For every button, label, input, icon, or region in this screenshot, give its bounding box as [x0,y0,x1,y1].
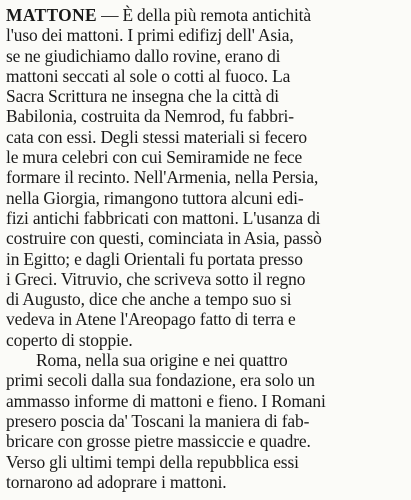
text-line: l'uso dei mattoni. I primi edifizj dell' Asia, [6,25,294,46]
entry-intro: — È della più remota antichità [97,5,312,25]
text-line: i Greci. Vitruvio, che scriveva sotto il regno [6,268,306,289]
text-line: Verso gli ultimi tempi della repubblica essi [6,451,299,472]
entry-headword: MATTONE [6,5,98,25]
text-line: mattoni seccati al sole o cotti al fuoco. La [6,65,291,86]
text-line: le mura celebri con cui Semiramide ne fece [6,147,303,168]
text-line: primi secoli dalla sua fondazione, era solo un [6,370,315,391]
text-line: bricare con grosse pietre massiccie e quadre. [6,431,311,452]
text-line: vedeva in Atene l'Areopago fatto di terra e [6,309,296,330]
text-line: nella Giorgia, rimangono tuttora alcuni edi- [6,187,304,208]
text-line: Roma, nella sua origine e nei quattro [36,350,288,371]
text-line: in Egitto; e dagli Orientali fu portata presso [6,248,303,269]
text-line: tornarono ad adoprare i mattoni. [6,471,227,492]
dictionary-entry [6,5,406,492]
text-line: Babilonia, costruita da Nemrod, fu fabbri- [6,106,294,127]
text-line: costruire con questi, cominciata in Asia, passò [6,228,322,249]
text-line [6,5,406,25]
text-line: Sacra Scrittura ne insegna che la città di [6,86,280,107]
text-line: coperto di stoppie. [6,329,133,350]
text-line: fizi antichi fabbricati con mattoni. L'usanza di [6,207,321,228]
text-line: ammasso informe di mattoni e fieno. I Romani [6,390,326,411]
text-line: cata con essi. Degli stessi materiali si fecero [6,126,308,147]
text-line: di Augusto, dice che anche a tempo suo si [6,289,292,310]
text-line: se ne giudichiamo dallo rovine, erano di [6,45,281,66]
text-line: presero poscia da' Toscani la maniera di fab- [6,410,310,431]
text-line: formare il recinto. Nell'Armenia, nella Persia, [6,167,319,188]
